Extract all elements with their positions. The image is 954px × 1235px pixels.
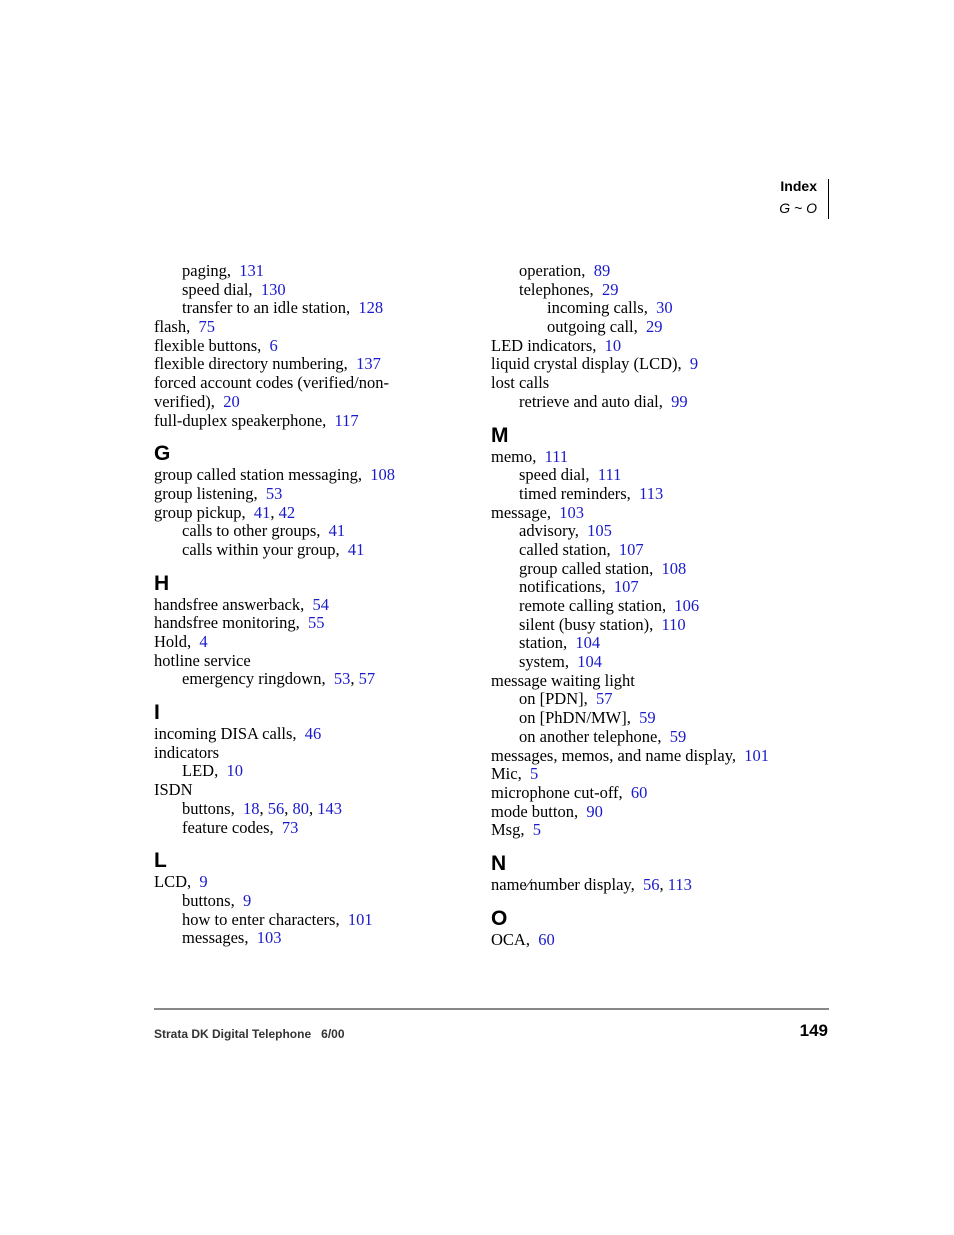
index-entry [154,744,474,763]
index-entry [154,781,474,800]
index-letter-heading: H [154,571,170,595]
index-entry-term: notifications, [519,577,606,597]
index-entry-term: on [PDN], [519,689,588,709]
footer-date: 6/00 [321,1027,345,1041]
index-entry-term: on [PhDN/MW], [519,708,631,728]
index-entry [491,747,821,766]
index-entry-term: emergency ringdown, [182,669,326,689]
index-entry-term: group pickup, [154,502,246,522]
index-entry-term: hotline service [154,650,251,670]
index-entry-term: incoming DISA calls, [154,724,297,744]
page-reference-link[interactable]: 60 [538,929,555,949]
index-entry [491,522,821,541]
index-entry-term: speed dial, [519,465,590,485]
index-entry [154,596,474,615]
index-entry [491,709,821,728]
index-entry-term: system, [519,652,569,672]
index-entry [154,485,474,504]
page-reference-link[interactable]: 41 [328,521,346,541]
index-entry [491,337,821,356]
index-letter-heading: G [154,442,171,466]
page-reference-link[interactable]: 99 [671,391,688,411]
page-reference-link[interactable]: 56 [642,874,660,894]
index-entry-term: Mic, [491,764,522,784]
page-reference-link[interactable]: 42 [278,502,296,522]
index-entry [491,578,821,597]
index-entry [491,299,821,318]
page-reference-link[interactable]: 60 [630,782,648,802]
page-reference-link[interactable]: 104 [577,652,602,672]
index-entry [154,652,474,671]
index-entry-term: on another telephone, [519,726,662,746]
page-reference-link[interactable]: 9 [199,872,208,892]
index-entry [491,672,821,691]
page-reference-link[interactable]: 5 [532,820,541,840]
page-reference-link[interactable]: 59 [639,708,656,728]
page-reference-link[interactable]: 6 [269,335,278,355]
page-reference-link[interactable]: 41 [253,502,271,522]
page-reference-link[interactable]: 113 [639,483,664,503]
page-reference-link[interactable]: 5 [529,764,539,784]
index-entry [491,765,821,784]
index-entry-term: telephones, [519,279,594,299]
index-entry [491,784,821,803]
index-entry [491,560,821,579]
index-entry [491,803,821,822]
index-entry-term: calls to other groups, [182,521,321,541]
page-reference-link[interactable]: 75 [198,317,215,337]
index-entry-term: LCD, [154,872,192,892]
index-entry-term: flexible directory numbering, [154,354,348,374]
page-reference-link[interactable]: 4 [199,632,208,651]
index-entry [491,931,821,950]
page-reference-link[interactable]: 9 [242,890,252,910]
index-entry-term: timed reminders, [519,483,631,503]
index-entry-term: paging, [182,261,232,280]
index-entry [491,262,821,281]
page-reference-link[interactable]: 143 [317,798,342,818]
page-reference-link[interactable]: 103 [559,502,585,522]
index-entry-term: silent (busy station), [519,614,654,634]
page-reference-link[interactable]: 55 [307,613,325,633]
index-entry [491,821,821,840]
index-letter-heading: L [154,849,167,873]
page-reference-link[interactable]: 103 [256,928,282,948]
index-entry [154,541,474,560]
index-entry-term: liquid crystal display (LCD), [491,354,682,374]
index-entry [154,929,474,948]
index-entry [154,614,474,633]
index-entry [154,337,474,356]
page-reference-link[interactable]: 108 [661,558,687,578]
page-reference-link[interactable]: 53 [265,483,283,503]
page-reference-link[interactable]: 130 [260,279,286,299]
index-entry [491,448,821,467]
footer-rule [154,1008,829,1010]
page-reference-link[interactable]: 57 [596,689,613,709]
index-entry [491,728,821,747]
index-entry-term: verified), [154,391,215,411]
index-entry [491,504,821,523]
page-reference-link[interactable]: 80 [292,798,309,818]
page-reference-link[interactable]: 73 [281,817,299,837]
index-entry-term: mode button, [491,801,579,821]
index-entry [491,541,821,560]
index-entry-term: incoming calls, [547,298,648,318]
index-entry [154,281,474,300]
index-entry [154,262,474,281]
index-entry [154,633,474,652]
index-entry [154,466,474,485]
page-reference-link[interactable]: 111 [597,465,622,485]
index-entry [154,412,474,431]
index-entry [154,911,474,930]
index-entry-term: forced account codes (verified/non- [154,373,390,393]
index-entry-term: buttons, [182,798,235,818]
index-entry-term: message waiting light [491,670,635,690]
index-entry [491,690,821,709]
index-entry [491,374,821,393]
index-entry-term: called station, [519,539,611,559]
page-reference-link[interactable]: 113 [667,874,692,894]
index-entry [154,299,474,318]
index-entry [491,634,821,653]
index-entry-term: transfer to an idle station, [182,298,351,318]
index-entry [154,318,474,337]
page-reference-link[interactable]: 101 [347,909,373,929]
index-entry-term: retrieve and auto dial, [519,391,663,411]
index-entry-term: speed dial, [182,279,253,299]
index-entry-term: microphone cut-off, [491,782,623,802]
page-reference-link[interactable]: 137 [356,354,381,374]
index-entry-term: handsfree monitoring, [154,613,300,633]
header-rule [828,179,829,219]
index-entry [491,485,821,504]
page-reference-link[interactable]: 9 [689,354,699,374]
page-reference-link[interactable]: 59 [669,726,687,746]
index-entry-term: full-duplex speakerphone, [154,410,327,430]
index-entry [491,318,821,337]
index-entry [154,374,474,393]
page-reference-link[interactable]: 106 [674,596,700,615]
index-entry [154,819,474,838]
index-entry-term: advisory, [519,521,579,541]
index-letter-heading: N [491,851,507,875]
index-entry [154,762,474,781]
index-entry-term: calls within your group, [182,539,340,559]
header-title: Index [780,178,817,194]
index-entry [491,355,821,374]
index-entry-term: messages, memos, and name display, [491,745,737,765]
page-reference-link[interactable]: 90 [586,801,603,821]
index-entry [154,393,474,412]
page-reference-link[interactable]: 108 [370,465,396,485]
page-reference-link[interactable]: 110 [661,614,686,634]
index-entry-term: messages, [182,928,249,948]
index-entry-term: indicators [154,742,220,762]
index-entry-term: memo, [491,446,537,466]
index-column-right [491,262,821,949]
page-reference-link[interactable]: 131 [239,261,265,280]
index-entry [154,522,474,541]
index-entry-term: message, [491,502,552,522]
footer-text [154,1027,345,1041]
index-entry-term: Msg, [491,820,525,840]
index-entry-term: flexible buttons, [154,335,262,355]
index-entry: buttons, 18, 56, 80, 143 [182,798,342,818]
index-entry [154,873,474,892]
index-entry [491,653,821,672]
index-entry: emergency ringdown, 53, 57 [182,669,376,689]
page-reference-link[interactable]: 30 [656,298,673,318]
index-entry-term: buttons, [182,890,235,910]
index-letter-heading: O [491,906,508,930]
index-column-left [154,262,474,948]
page-reference-link[interactable]: 128 [358,298,384,318]
index-entry-term: flash, [154,317,191,337]
page-reference-link[interactable]: 20 [223,391,240,411]
page-reference-link[interactable]: 89 [593,261,611,280]
page-reference-link[interactable]: 18 [242,798,260,818]
index-entry-term: ISDN [154,780,193,800]
index-entry [491,466,821,485]
index-entry [491,616,821,635]
index-letter-heading: I [154,701,160,725]
index-entry-term: feature codes, [182,817,274,837]
index-entry [154,725,474,744]
index-entry [154,892,474,911]
index-entry-term: lost calls [491,373,550,393]
page-reference-link[interactable]: 53 [333,669,351,689]
index-entry [491,393,821,412]
footer-book: Strata DK Digital Telephone [154,1027,312,1041]
header-range: G ~ O [779,200,817,216]
index-letter-heading: M [491,423,509,447]
page-reference-link[interactable]: 57 [358,669,376,689]
index-entry-term: Hold, [154,632,192,651]
page-reference-link[interactable]: 107 [613,577,639,597]
index-entry-term: operation, [519,261,586,280]
page-reference-link[interactable]: 41 [347,539,365,559]
page-reference-link[interactable]: 105 [587,521,612,541]
index-entry: name⁄number display, 56, 113 [491,874,692,894]
index-entry [491,281,821,300]
index-entry-term: handsfree answerback, [154,594,305,614]
index-entry-term: group listening, [154,483,258,503]
index-entry-term: name⁄number display, [491,874,635,894]
index-entry-term: LED indicators, [491,335,597,355]
index-entry-term: how to enter characters, [182,909,340,929]
index-entry-term: group called station messaging, [154,465,363,485]
page-reference-link[interactable]: 101 [744,745,770,765]
page-reference-link[interactable]: 29 [645,317,663,337]
page-reference-link[interactable]: 107 [618,539,644,559]
page-reference-link[interactable]: 117 [334,410,359,430]
index-entry-term: outgoing call, [547,317,638,337]
index-entry-term: station, [519,633,568,653]
index-entry-term: OCA, [491,929,530,949]
index-entry-term: group called station, [519,558,654,578]
index-entry: group pickup, 41, 42 [154,502,296,522]
page-number: 149 [799,1021,828,1040]
page-reference-link[interactable]: 54 [312,594,330,614]
index-entry [491,597,821,616]
page-reference-link[interactable]: 10 [226,761,243,781]
page-reference-link[interactable]: 56 [267,798,285,818]
page-reference-link[interactable]: 111 [544,446,569,466]
page-reference-link[interactable]: 10 [604,335,622,355]
index-entry-term: LED, [182,761,219,781]
page-reference-link[interactable]: 46 [304,724,322,744]
index-entry-term: remote calling station, [519,596,667,615]
page-reference-link[interactable]: 29 [601,279,619,299]
index-entry [154,355,474,374]
page-reference-link[interactable]: 104 [575,633,601,653]
